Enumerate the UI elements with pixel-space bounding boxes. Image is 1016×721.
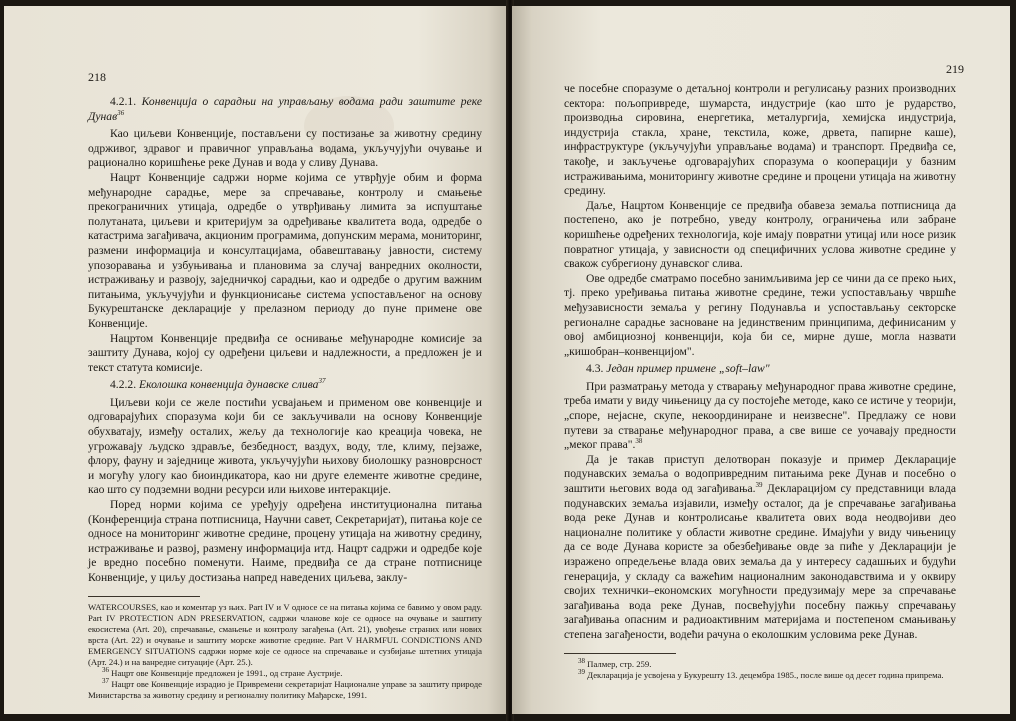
right-page [512, 6, 1010, 714]
footnote-39: $^{39}$ Декларација је усвојена у Букурешту 13. децембра 1985., после више од десет година припрема. [578, 667, 944, 680]
section-heading-4-3: 4.3. Један пример примене „soft–law" [586, 362, 770, 376]
footnote-continuation: WATERCOURSES, као и коментар уз њих. Part IV и V односе се на питања којима се бавимо у овом раду. Part IV PROTECTION ADN PRESERVATION, садржи чланове које се односе на очување и заштиту екосистема (Art. 20), спречавање, смањење и контролу загађења (Art. 21), увођење страних или нових врста (Art. 22) и очување и заштиту морске животне средине. Part V HARMFUL CONDICTIONS AND EMERGENCY SITUATIONS садржи норме које се односе на спречавање и сузбијање штетних утицаја (Арт. 24.) и на ванредне ситуације (Арт. 25.). [88, 601, 482, 667]
footnotes-right [564, 656, 956, 681]
paragraph: Ове одредбе сматрамо посебно занимљивима јер се чини да се преко њих, тј. преко уређивања питања животне средине, тежи успостављању чвршће међузависности земаља у регину Подунавља и успостављању секторске регионалне сарадње засноване на јединственим принципима, дефинисаним у овој амбициозној конвенцији, која би се, мирне душе, могла назвати „кишобран–конвенцијом". [564, 271, 956, 358]
paragraph: Као циљеви Конвенције, постављени су постизање за животну средину одрживог, здравог и правичног управљања водама, укључујући очување и рационално коришћење реке Дунав и вода у сливу Дунава. [88, 127, 482, 170]
right-page-content [564, 82, 956, 681]
section-heading-4-2-2: 4.2.2. Еколошка конвенција дунавске слива$^{37}$ [110, 377, 326, 392]
footnote-36: $^{36}$ Нацрт ове Конвенције предложен је 1991., од стране Аустрије. [102, 665, 343, 678]
section-heading-4-2-1: 4.2.1. Конвенција о сарадњи на управљању водама ради заштите реке Дунав$^{36}$ [88, 95, 483, 123]
paragraph: Нацрт Конвенције садржи норме којима се утврђује обим и форма међународне сарадње, мере за спречавање, контролу и смањење прекограничних утицаја, одредбе о утврђивању лимита за испуштање полутаната, циљеви и критеријум за одређивање квалитета вода, одредбе о катастрима загађивача, акционим програмима, допунским мерама, мониторинг, размени информација и консултацијама, обавештавању јавности, систему упозоравања и узбуњивања и плановима за случај ванредних околности, истраживању и развоју, заједничкој сарадњи, као и одредбе о другим важним питањима, укључујући и функционисање система успостављеног на основу Букурештанске декларације у прелазном периоду до пуне примене ове Конвенције. [88, 170, 482, 330]
footnote-38: $^{38}$ Палмер, стр. 259. [578, 656, 652, 669]
page-number-left: 218 [88, 70, 106, 84]
paragraph: Да је такав приступ делотворан показује и пример Декларације подунавских земаља о водопривредним питањима реке Дунав и посебно о заштити његових вода од загађивања.$^{39}$ Декларацијом су представници влада подунавских земаља изјавили, између осталог, да је спречавање загађивања вода реке Дунав и контролисање квалитета ових вода неодвојиви део националне политике у области животне средине. Имајући у виду чињеницу да се воде Дунава користе за обезбеђивање овде за пиће у Декларацији је изражено опредељење влада ових земаља да у интересу садашњих и будући генерација, у складу са важећим националним законодавствима и у оквиру својих технички–економских могућности предузимају мере за спречавање загађивања вода реке Дунав, посвећујући посебну пажњу спречавању загађивања опасним и радиоактивним материјама и постепеном смањивању степена загађености, водећи рачуна о еколошким условима реке Дунав. [564, 452, 956, 641]
paragraph: че посебне споразуме о детаљној контроли и регулисању разних производних сектора: пољопривреде, шумарста, индустрије (као што је рударство, производња сировина, енергетика, металургија, хемијска индустрија, индустрија стакла, хране, текстила, коже, дрвета, папирне каше), инфраструктуре (укључујући управљање водама) и транспорт. Предвиђа се, такође, и закључење одговарајућих споразума о кооперацији у базним истраживањима, мониторингу животне средине и процени утицаја на животну средину. [564, 82, 956, 198]
paragraph: Нацртом Конвенције предвиђа се оснивање међународне комисије за заштиту Дунава, којој су одређени циљеви и надлежности, а предложен је и текст статута комисије. [88, 331, 482, 374]
paragraph: При разматрању метода у стварању међународног права животне средине, треба имати у виду чињеницу да су постојеће методе, како се истиче у теорији, „споре, нејасне, скупе, некоординиране и неизвесне". Предлажу се нови путеви за стварање међународног права, а све више се уочавају предности „меког права".$^{38}$ [564, 379, 956, 452]
footnotes-left [88, 602, 482, 701]
left-page-content [88, 92, 482, 701]
page-number-right: 219 [946, 62, 964, 76]
footnote-37: $^{37}$ Нацрт ове Конвенције израдио је Привремени секретаријат Националне управе за заштиту природе Министарства за животну средину и регионалну политику Мађарске, 1991. [88, 676, 482, 700]
footnote-divider [88, 596, 200, 597]
left-page [4, 6, 508, 714]
footnote-divider [564, 653, 676, 654]
paragraph: Циљеви који се желе постићи усвајањем и применом ове конвенције и одговарајућих споразума који би се закључивали на основу Конвенције обухватају, између осталих, жељу да технологије као креација човека, не угрожавају људско здравље, безбедност, ваздух, воду, тле, климу, пејзаже, флору, фауну и заједнице живота, укључујући њихову биолошку разноврсност и могућу улогу као биоиндикатора, као ни друге елементе животне средине, као што су подземни водни ресурси или њихове интеракције. [88, 395, 482, 497]
paragraph: Поред норми којима се уређују одређена институционална питања (Конференција страна потписница, Научни савет, Секретаријат), питања које се односе на мониторинг животне средине, процену утицаја на животну средину, истраживање и развој, размену информација итд. Нацрт садржи и одредбе које је вредно посебно поменути. Наиме, предвиђа се да стране потписнице Конвенције, у циљу достизања напред наведених циљева, заклу- [88, 498, 482, 584]
paragraph: Даље, Нацртом Конвенције се предвиђа обавеза земаља потписница да постепено, ако је потребно, уведу контролу, ограничења или забране коришћење одређених технологија, које имају повратни утицај или носе ризик повратног утицаја, у зависности од специфичних услова животне средине у свакож субрегиону дунавског слива. [564, 198, 956, 271]
